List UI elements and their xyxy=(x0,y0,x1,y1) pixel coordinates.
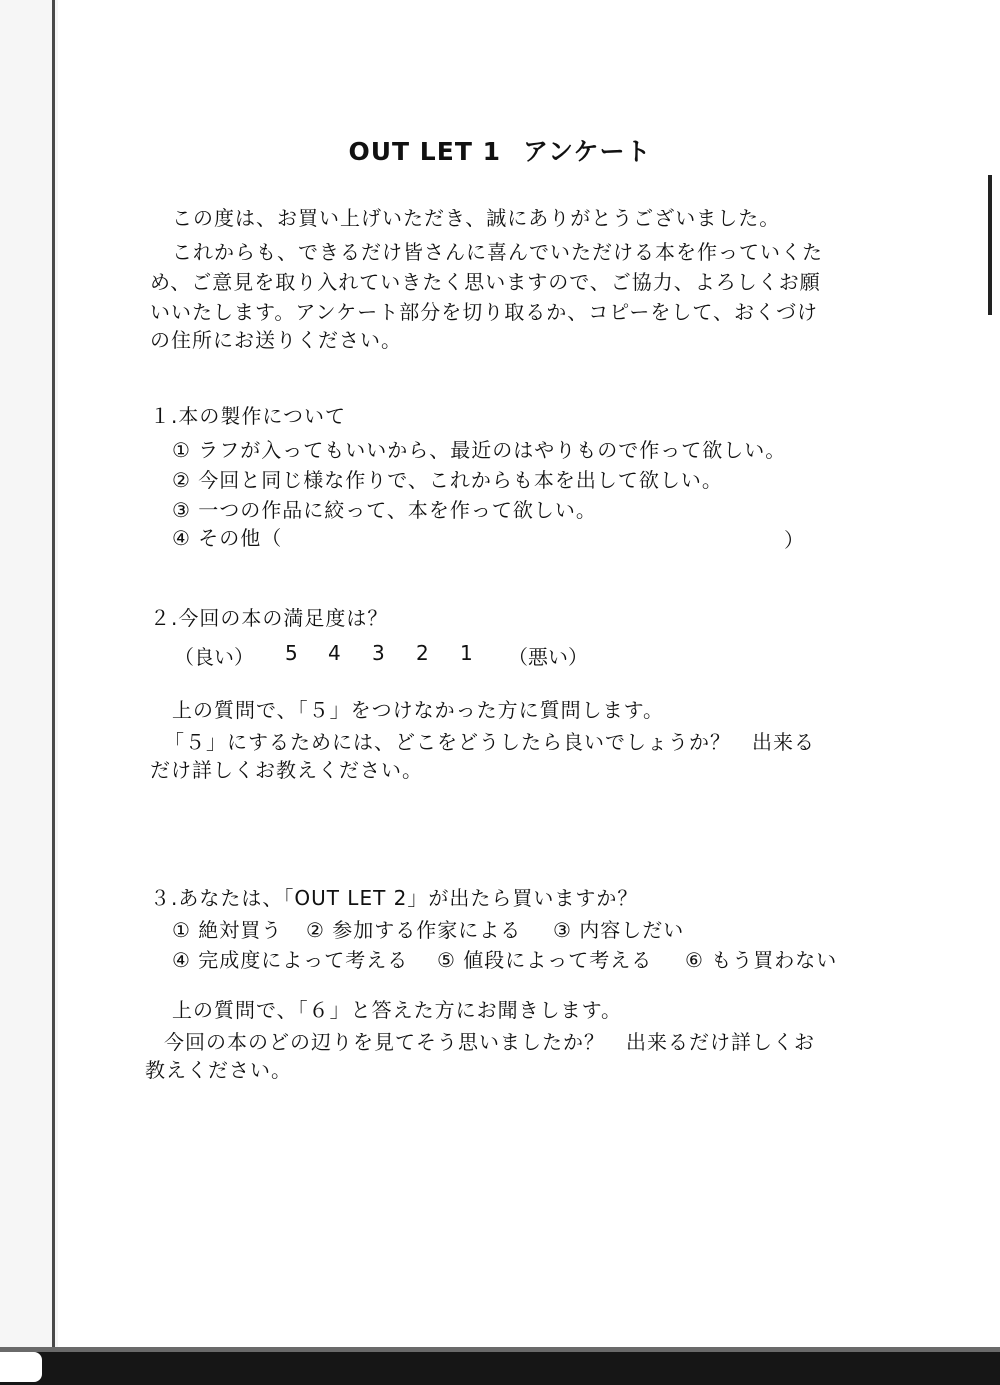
q1-heading: １.本の製作について xyxy=(150,404,346,428)
scale-value-4[interactable]: 4 xyxy=(328,641,341,665)
scale-value-2[interactable]: 2 xyxy=(416,641,429,665)
q1-option-3[interactable]: ③ 一つの作品に絞って、本を作って欲しい。 xyxy=(172,498,597,522)
page-corner xyxy=(0,1352,42,1382)
intro-line: め、ご意見を取り入れていきたく思いますので、ご協力、よろしくお願 xyxy=(150,270,821,294)
q3-option-3[interactable]: ③ 内容しだい xyxy=(553,918,685,942)
q2-followup-line: 上の質問で、「５」をつけなかった方に質問します。 xyxy=(172,698,664,722)
q1-option-1[interactable]: ① ラフが入ってもいいから、最近のはやりもので作って欲しい。 xyxy=(172,438,787,462)
page-binding-shadow xyxy=(0,0,58,1385)
q3-heading: ３.あなたは、「OUT LET 2」が出たら買いますか？ xyxy=(150,886,639,910)
intro-line: の住所にお送りください。 xyxy=(150,328,402,352)
q3-option-4[interactable]: ④ 完成度によって考える xyxy=(172,948,409,972)
scale-value-3[interactable]: 3 xyxy=(372,641,385,665)
scale-label-bad: （悪い） xyxy=(508,645,588,669)
q2-followup-line: 「５」にするためには、どこをどうしたら良いでしょうか？ 出来る xyxy=(164,730,815,754)
q3-option-5[interactable]: ⑤ 値段によって考える xyxy=(437,948,653,972)
q1-other-close-paren: ） xyxy=(784,528,805,552)
scale-label-good: （良い） xyxy=(174,645,254,669)
scale-value-5[interactable]: 5 xyxy=(285,641,298,665)
q2-followup-line: だけ詳しくお教えください。 xyxy=(150,758,423,782)
page-binding-edge xyxy=(52,0,55,1385)
intro-line: いいたします。アンケート部分を切り取るか、コピーをして、おくづけ xyxy=(150,300,818,324)
q3-option-6[interactable]: ⑥ もう買わない xyxy=(685,948,838,972)
q3-followup-line: 上の質問で、「６」と答えた方にお聞きします。 xyxy=(172,998,622,1022)
page-title xyxy=(0,132,1000,168)
q3-followup-line: 今回の本のどの辺りを見てそう思いましたか？ 出来るだけ詳しくお xyxy=(164,1030,815,1054)
q1-option-2[interactable]: ② 今回と同じ様な作りで、これからも本を出して欲しい。 xyxy=(172,468,723,492)
q3-followup-line: 教えください。 xyxy=(145,1058,292,1082)
scan-bottom-band xyxy=(0,1352,1000,1385)
q2-heading: ２.今回の本の満足度は？ xyxy=(150,606,389,630)
intro-line: これからも、できるだけ皆さんに喜んでいただける本を作っていくた xyxy=(172,240,823,264)
q1-option-other[interactable]: ④ その他（ xyxy=(172,526,283,550)
q3-option-2[interactable]: ② 参加する作家による xyxy=(306,918,522,942)
q3-option-1[interactable]: ① 絶対買う xyxy=(172,918,283,942)
title-suffix: アンケート xyxy=(522,137,652,166)
page-edge-mark xyxy=(988,175,992,315)
intro-line: この度は、お買い上げいただき、誠にありがとうございました。 xyxy=(172,206,781,230)
title-prefix: OUT LET 1 xyxy=(348,137,501,166)
scale-value-1[interactable]: 1 xyxy=(460,641,473,665)
